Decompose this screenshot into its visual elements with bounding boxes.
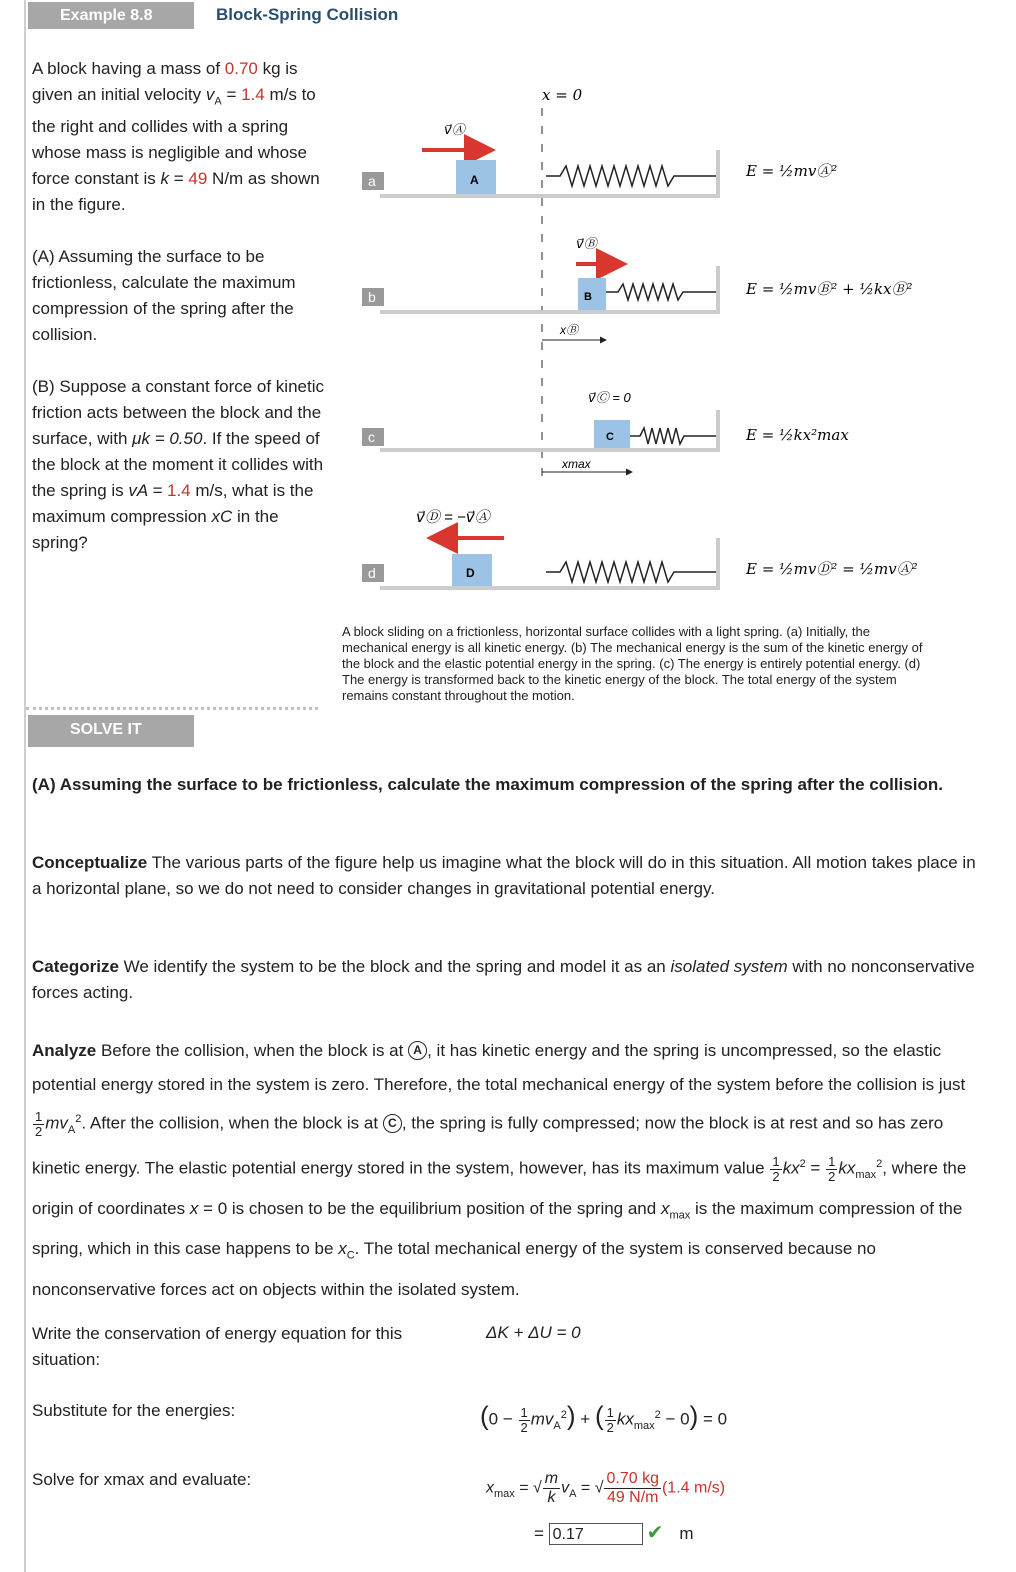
solve-it-label: SOLVE IT [28,715,194,747]
example-label: Example 8.8 [28,2,194,29]
svg-text:C: C [606,431,614,443]
energy-eq-c: E = ½kx²max [746,426,849,444]
answer-unit: m [679,1524,694,1543]
spring-b [606,284,716,300]
velocity-a-label: v⃗Ⓐ [444,122,465,137]
analyze-paragraph: Analyze Before the collision, when the block is at A , it has kinetic energy and the spring is uncompressed, so the elastic potential energy stored in the system is zero. Therefore, the total mechanical energy of the system before the collision is just $\frac{1}{2}$ $mv_A^2$. After the collision, when the block is at C , the spring is fully compressed; now the block is at rest and so has zero kinetic energy. The elastic potential energy stored in the system, however, has its maximum value $\frac{1}{2}$ $kx^2$ = $\frac{1}{2}$ $kx_{max}^2$, where the origin of coordinates x = 0 is chosen to be the equilibrium position of the spring and $x_{max}$ is the maximum compression of the spring, which in this case happens to be $x_C$. The total mechanical energy of the system is conserved because no nonconservative forces act on objects within the isolated system. [32,1041,967,1299]
spring-c [630,428,716,444]
svg-text:a: a [368,173,376,189]
spring-d [546,562,716,582]
block-b [578,278,606,312]
answer-row: = 0.17 ✔ m [534,1522,694,1544]
spring-a [546,166,716,186]
solution-part-a: (A) Assuming the surface to be frictionless, calculate the maximum compression of the spring after the collision. [32,775,943,794]
figure-caption: A block sliding on a frictionless, horizontal surface collides with a light spring. (a) Initially, the mechanical energy is all kinetic energy. (b) The mechanical energy is the sum of the kinetic energy of the block and the elastic potential energy in the spring. (c) The energy is entirely potential energy. (d) The energy is transformed back to the kinetic energy of the block. The total energy of the system remains constant throughout the motion. [342,624,923,703]
categorize-paragraph: Categorize We identify the system to be the block and the spring and model it as an isolated system with no nonconservative forces acting. [32,957,975,1002]
svg-text:A: A [470,173,479,187]
energy-eq-d: E = ½mvⒹ² = ½mvⒶ² [746,560,918,578]
step2-equation: (0 − $\frac{1}{2}$ $mv_A^2$) + ( $\frac{1}{2}$ $kx_{max}^2 - 0) = 0$ [480,1400,728,1435]
conceptualize-paragraph: Conceptualize The various parts of the figure help us imagine what the block will do in this situation. All motion takes place in a horizontal plane, so we do not need to consider changes in gravitational potential energy. [32,853,976,898]
svg-text:b: b [368,289,376,305]
part-a-question: (A) Assuming the surface to be frictionless, calculate the maximum compression of the spring after the collision. [32,247,296,345]
svg-text:B: B [584,291,592,303]
velocity-c-label: v⃗Ⓒ = 0 [588,390,631,405]
problem-statement [32,56,332,556]
part-b-question: (B) Suppose a constant force of kinetic friction acts between the block and the surface, with μk = 0.50. If the speed of the block at the moment it collides with the spring is vA = 1.4 m/s, what is the maximum compression xC in the spring? [32,377,324,553]
x0-label: x = 0 [542,86,583,104]
xmax-label: xmax [562,457,591,471]
energy-eq-b: E = ½mvⒷ² + ½kxⒷ² [746,280,913,298]
page-title: Block-Spring Collision [216,5,399,24]
step1-label: Write the conservation of energy equation for this situation: [32,1324,403,1369]
step1-equation: ΔK + ΔU = 0 [486,1323,581,1342]
step3-equation: $x_{max}$ = √ $\frac{m}{k}$ $v_A$ = √ $\frac{0.70 kg}{49 N/m}$ (1.4 m/s) [486,1470,726,1506]
energy-eq-a: E = ½mvⒶ² [746,162,838,180]
step2-label: Substitute for the energies: [32,1401,236,1420]
intro-paragraph: A block having a mass of 0.70 kg is given an initial velocity $v_A = 1.4$ m/s to the right and collides with a spring whose mass is negligible and whose force constant is k = 49 N/m as shown in the figure. [32,59,320,215]
answer-input[interactable]: 0.17 [549,1523,643,1545]
spring-figure [340,80,980,620]
correct-check-icon: ✔ [646,1522,664,1544]
step3-label: Solve for xmax and evaluate: [32,1470,252,1489]
svg-text:D: D [466,566,475,580]
velocity-b-label: v⃗Ⓑ [576,236,597,251]
svg-text:c: c [368,429,375,445]
velocity-d-label: v⃗Ⓓ = −v⃗Ⓐ [416,509,490,526]
svg-text:d: d [368,565,376,581]
dotted-divider [26,707,318,710]
left-rule [24,0,26,1572]
xb-label: xⒷ [560,323,579,337]
